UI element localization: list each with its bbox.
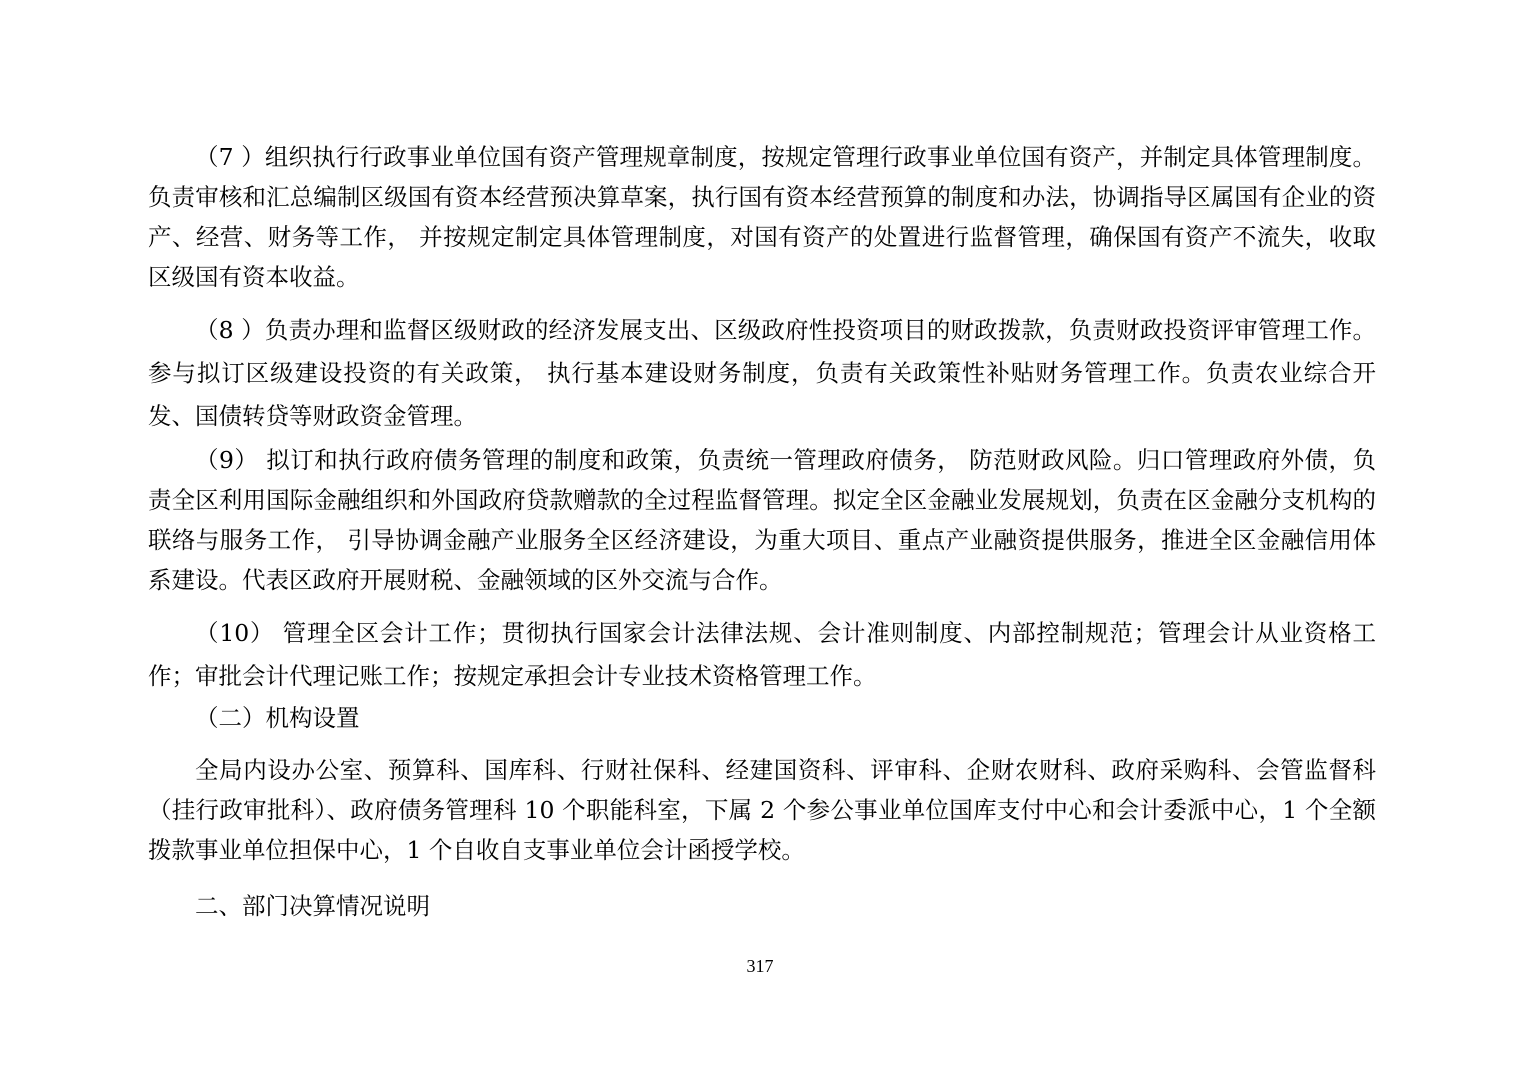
- paragraph-item-10: （10） 管理全区会计工作；贯彻执行国家会计法律法规、会计准则制度、内部控制规范；管理会计从业资格工作；审批会计代理记账工作；按规定承担会计专业技术资格管理工作。: [148, 619, 1376, 690]
- paragraph-item-7: （7 ）组织执行行政事业单位国有资产管理规章制度，按规定管理行政事业单位国有资产，并制定具体管理制度。负责审核和汇总编制区级国有资本经营预决算草案，执行国有资本经营预算的制度和办法，协调指导区属国有企业的资产、经营、财务等工作， 并按规定制定具体管理制度，对国有资产的处置进行监督管理，确保国有资产不流失，收取区级国有资本收益。: [148, 143, 1376, 291]
- document-body: [148, 137, 1376, 926]
- section-heading-final-accounts: 二、部门决算情况说明: [195, 892, 430, 920]
- section-heading-organization: （二）机构设置: [195, 704, 360, 732]
- paragraph-organization-setup: 全局内设办公室、预算科、国库科、行财社保科、经建国资科、评审科、企财农财科、政府采购科、会管监督科（挂行政审批科）、政府债务管理科 10 个职能科室，下属 2 个参公事业单位国库支付中心和会计委派中心，1 个全额拨款事业单位担保中心，1 个自收自支事业单位会计函授学校。: [148, 756, 1376, 864]
- paragraph-item-9: （9） 拟订和执行政府债务管理的制度和政策，负责统一管理政府债务， 防范财政风险。归口管理政府外债，负责全区利用国际金融组织和外国政府贷款赠款的全过程监督管理。拟定全区金融业发展规划，负责在区金融分支机构的联络与服务工作， 引导协调金融产业服务全区经济建设，为重大项目、重点产业融资提供服务，推进全区金融信用体系建设。代表区政府开展财税、金融领域的区外交流与合作。: [148, 446, 1376, 594]
- paragraph-item-8: （8 ）负责办理和监督区级财政的经济发展支出、区级政府性投资项目的财政拨款，负责财政投资评审管理工作。参与拟订区级建设投资的有关政策， 执行基本建设财务制度，负责有关政策性补贴财务管理工作。负责农业综合开发、国债转贷等财政资金管理。: [148, 316, 1376, 430]
- page-number: 317: [746, 956, 774, 976]
